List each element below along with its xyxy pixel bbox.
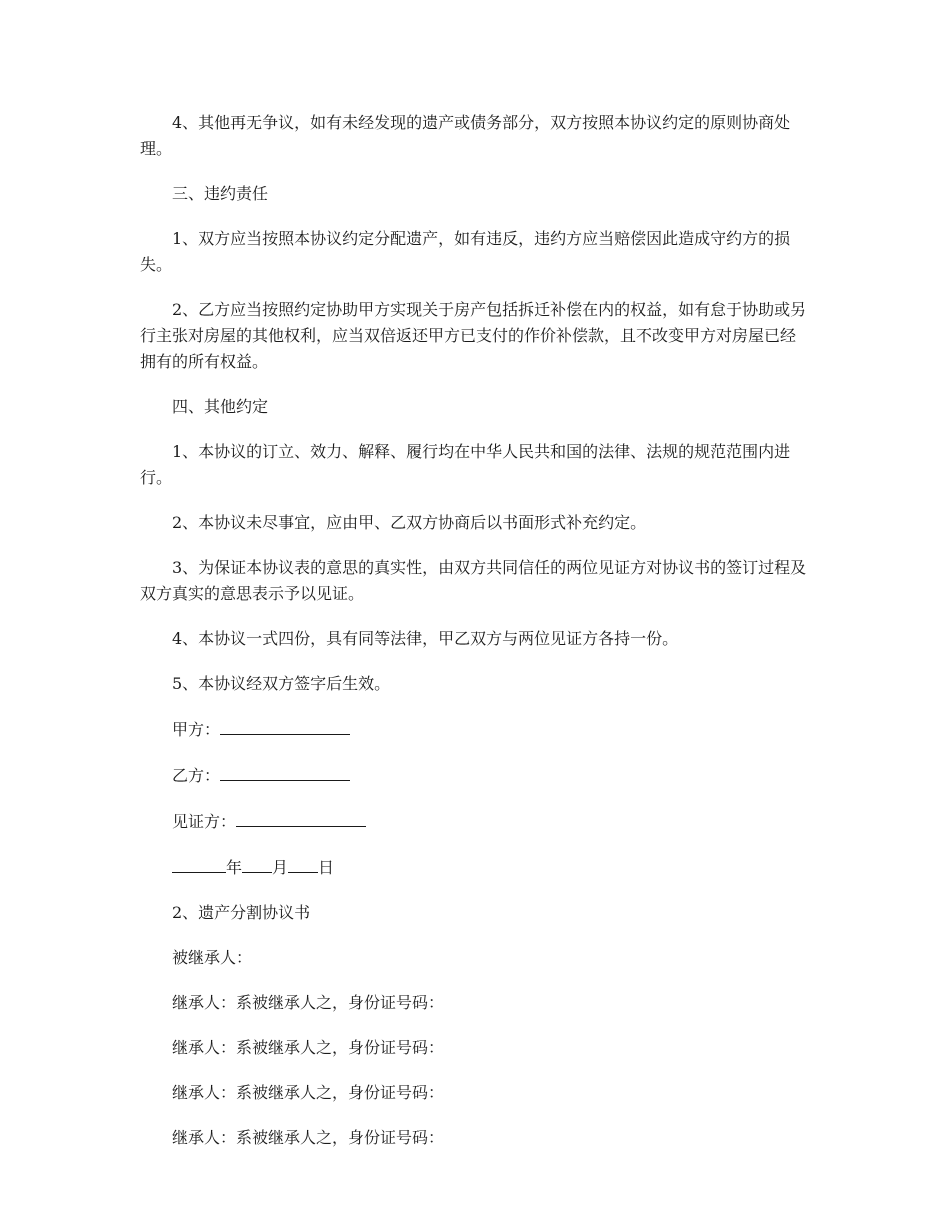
day-blank (288, 854, 318, 873)
party-b-signature-blank (220, 762, 350, 781)
heir-line: 继承人：系被继承人之，身份证号码： (172, 993, 445, 1012)
signature-witness (140, 808, 810, 835)
signature-party-b (140, 762, 810, 789)
clause-breach-2: 2、乙方应当按照约定协助甲方实现关于房产包括拆迁补偿在内的权益，如有怠于协助或另行主张对房屋的其他权利，应当双倍返还甲方已支付的作价补偿款，且不改变甲方对房屋已经拥有的所有权益。 (140, 300, 807, 371)
clause-breach-1: 1、双方应当按照本协议约定分配遗产，如有违反，违约方应当赔偿因此造成守约方的损失。 (140, 229, 791, 274)
clause-4-other-disputes: 4、其他再无争议，如有未经发现的遗产或债务部分，双方按照本协议约定的原则协商处理。 (140, 113, 791, 158)
clause-other-2: 2、本协议未尽事宜，应由甲、乙双方协商后以书面形式补充约定。 (172, 513, 647, 532)
signature-date (140, 854, 810, 881)
day-label: 日 (318, 858, 335, 877)
section2-title: 2、遗产分割协议书 (172, 903, 311, 922)
heir-line: 继承人：系被继承人之，身份证号码： (172, 1083, 445, 1102)
year-label: 年 (226, 858, 243, 877)
month-blank (242, 854, 272, 873)
section-heading-breach: 三、违约责任 (172, 184, 269, 203)
party-b-label: 乙方： (172, 766, 221, 785)
clause-other-4: 4、本协议一式四份，具有同等法律，甲乙双方与两位见证方各持一份。 (172, 629, 679, 648)
year-blank (172, 854, 226, 873)
party-a-label: 甲方： (172, 720, 221, 739)
heir-line: 继承人：系被继承人之，身份证号码： (172, 1128, 445, 1147)
witness-label: 见证方： (172, 812, 237, 831)
clause-other-3: 3、为保证本协议表的意思的真实性，由双方共同信任的两位见证方对协议书的签订过程及双方真实的意思表示予以见证。 (140, 558, 807, 603)
signature-party-a (140, 716, 810, 743)
clause-other-5: 5、本协议经双方签字后生效。 (172, 674, 391, 693)
party-a-signature-blank (220, 716, 350, 735)
document-page (140, 110, 810, 1170)
clause-other-1: 1、本协议的订立、效力、解释、履行均在中华人民共和国的法律、法规的规范范围内进行。 (140, 442, 791, 487)
section-heading-other: 四、其他约定 (172, 397, 269, 416)
witness-signature-blank (236, 808, 366, 827)
heir-line: 继承人：系被继承人之，身份证号码： (172, 1038, 445, 1057)
month-label: 月 (272, 858, 289, 877)
decedent-field: 被继承人： (172, 948, 253, 967)
